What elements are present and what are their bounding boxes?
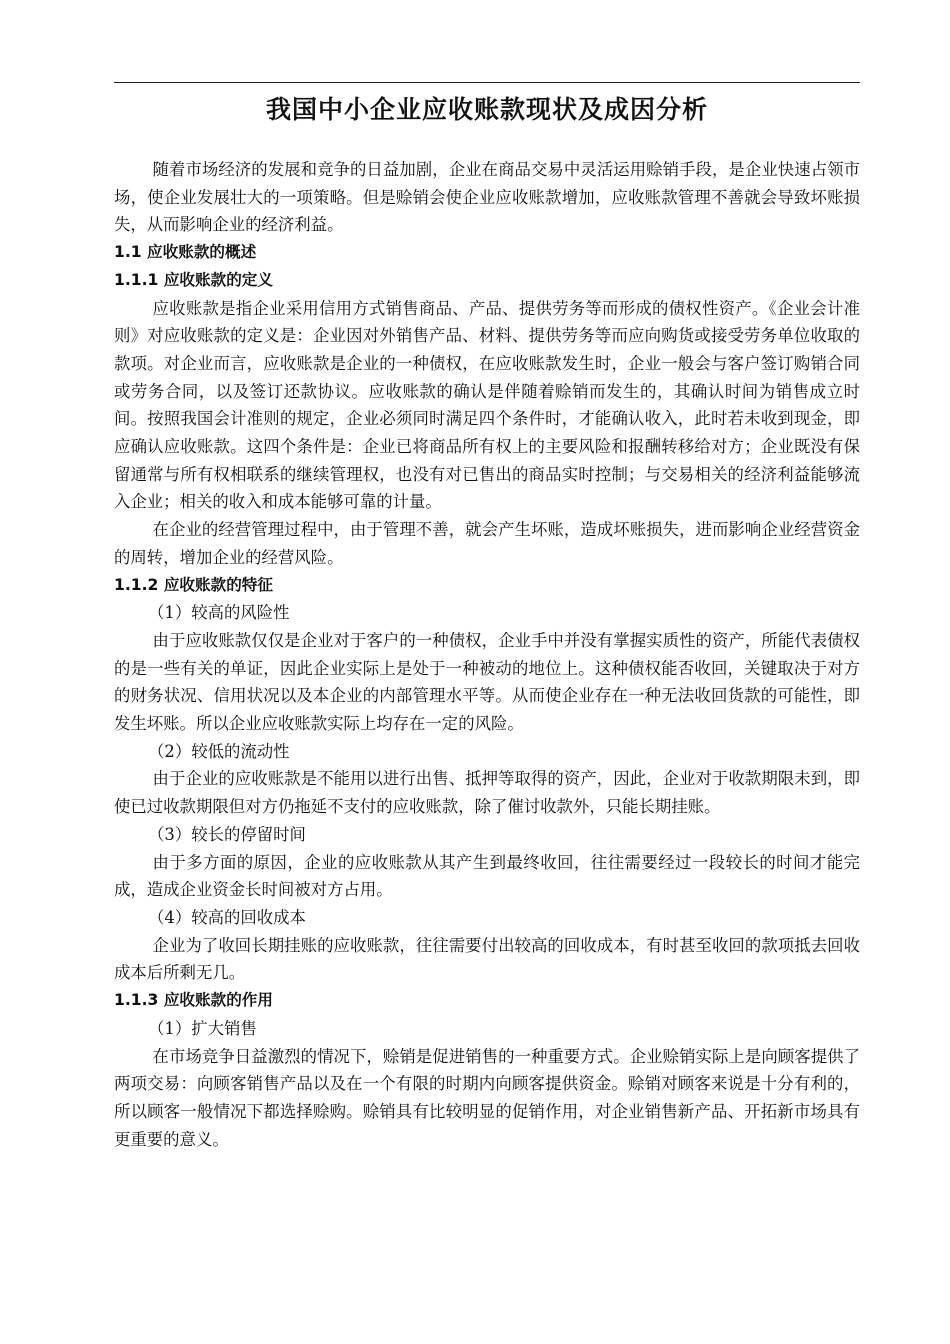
header-rule xyxy=(114,82,860,83)
role-1-title: （1）扩大销售 xyxy=(148,1018,257,1038)
management-paragraph: 在企业的经营管理过程中，由于管理不善，就会产生坏账，造成坏账损失，进而影响企业经营资金的周转，增加企业的经营风险。 xyxy=(114,520,860,567)
feature-2-text: 由于企业的应收账款是不能用以进行出售、抵押等取得的资产，因此，企业对于收款期限未到，即使已过收款期限但对方仍拖延不支付的应收账款，除了催讨收款外，只能长期挂账。 xyxy=(114,769,860,817)
feature-4-title: （4）较高的回收成本 xyxy=(148,907,306,927)
section-heading-1-1: 1.1 应收账款的概述 xyxy=(114,243,257,262)
feature-1-text: 由于应收账款仅仅是企业对于客户的一种债权，企业手中并没有掌握实质性的资产，所能代表债权的是一些有关的单证，因此企业实际上是处于一种被动的地位上。这种债权能否收回，关键取决于对方的财务状况、信用状况以及本企业的内部管理水平等。从而使企业存在一种无法收回货款的可能性，即发生坏账。所以企业应收账款实际上均存在一定的风险。 xyxy=(114,630,860,734)
feature-2-title: （2）较低的流动性 xyxy=(148,741,290,761)
section-heading-1-1-3: 1.1.3 应收账款的作用 xyxy=(114,991,273,1010)
document-title: 我国中小企业应收账款现状及成因分析 xyxy=(265,95,708,124)
section-heading-1-1-1: 1.1.1 应收账款的定义 xyxy=(114,270,273,289)
feature-3-title: （3）较长的停留时间 xyxy=(148,824,306,844)
definition-paragraph: 应收账款是指企业采用信用方式销售商品、产品、提供劳务等而形成的债权性资产。《企业会计准则》对应收账款的定义是：企业因对外销售产品、材料、提供劳务等而应向购货或接受劳务单位收取的款项。对企业而言，应收账款是企业的一种债权，在应收账款发生时，企业一般会与客户签订购销合同或劳务合同，以及签订还款协议。应收账款的确认是伴随着赊销而发生的，其确认时间为销售成立时间。按照我国会计准则的规定，企业必须同时满足四个条件时，才能确认收入，此时若未收到现金，即应确认应收账款。这四个条件是：企业已将商品所有权上的主要风险和报酬转移给对方；企业既没有保留通常与所有权相联系的继续管理权，也没有对已售出的商品实时控制；与交易相关的经济利益能够流入企业；相关的收入和成本能够可靠的计量。 xyxy=(114,298,860,512)
feature-4-text: 企业为了收回长期挂账的应收账款，往往需要付出较高的回收成本，有时甚至收回的款项抵去回收成本后所剩无几。 xyxy=(114,935,860,983)
role-1-text: 在市场竞争日益激烈的情况下，赊销是促进销售的一种重要方式。企业赊销实际上是向顾客提供了两项交易：向顾客销售产品以及在一个有限的时期内向顾客提供资金。赊销对顾客来说是十分有利的，所以顾客一般情况下都选择赊购。赊销具有比较明显的促销作用，对企业销售新产品、开拓新市场具有更重要的意义。 xyxy=(114,1046,860,1149)
document-body xyxy=(114,156,860,1153)
intro-paragraph: 随着市场经济的发展和竞争的日益加剧，企业在商品交易中灵活运用赊销手段，是企业快速占领市场，使企业发展壮大的一项策略。但是赊销会使企业应收账款增加，应收账款管理不善就会导致坏账损失，从而影响企业的经济利益。 xyxy=(114,160,860,235)
feature-3-text: 由于多方面的原因，企业的应收账款从其产生到最终收回，往往需要经过一段较长的时间才能完成，造成企业资金长时间被对方占用。 xyxy=(114,852,860,900)
feature-1-title: （1）较高的风险性 xyxy=(148,603,290,623)
section-heading-1-1-2: 1.1.2 应收账款的特征 xyxy=(114,575,273,594)
